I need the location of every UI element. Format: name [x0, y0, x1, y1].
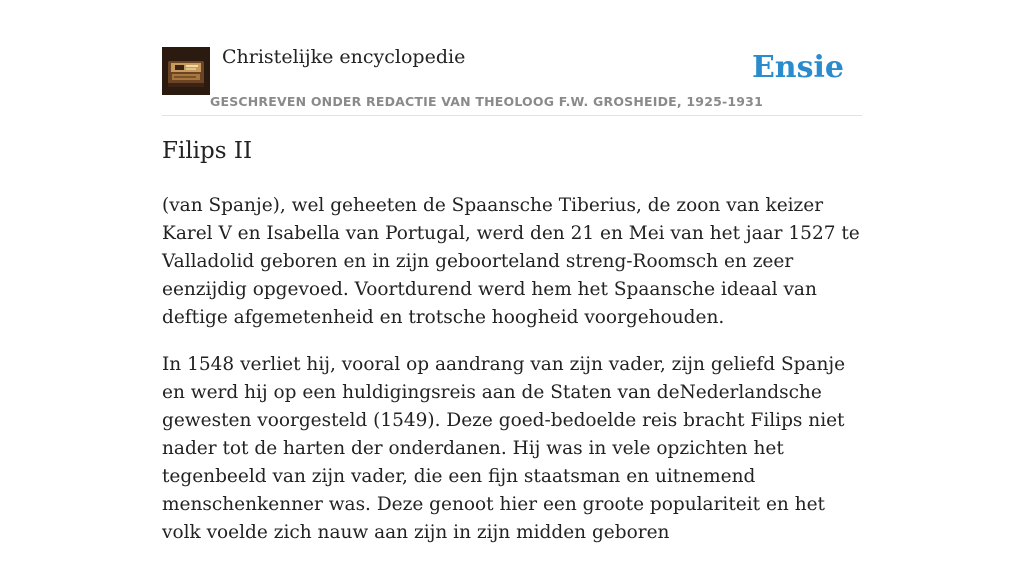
article-body — [162, 192, 864, 566]
site-subtitle: GESCHREVEN ONDER REDACTIE VAN THEOLOOG F.W. GROSHEIDE, 1925-1931 — [210, 94, 763, 109]
article-title: Filips II — [162, 138, 253, 164]
book-photo-avatar-icon — [162, 47, 210, 95]
article-paragraph: (van Spanje), wel geheeten de Spaansche Tiberius, de zoon van keizer Karel V en Isabella van Portugal, werd den 21 en Mei van het jaar 1527 te Valladolid geboren en in zijn geboorteland streng-Roomsch en zeer eenzijdig opgevoed. Voortdurend werd hem het Spaansche ideaal van deftige afgemetenheid en trotsche hoogheid voorgehouden. — [162, 195, 860, 328]
article-paragraph: In 1548 verliet hij, vooral op aandrang van zijn vader, zijn geliefd Spanje en werd hij op een huldigingsreis aan de Staten van deNederlandsche gewesten voorgesteld (1549). Deze goed-bedoelde reis bracht Filips niet nader tot de harten der onderdanen. Hij was in vele opzichten het tegenbeeld van zijn vader, die een fijn staatsman en uitnemend menschenkenner was. Deze genoot hier een groote populariteit en het volk voelde zich nauw aan zijn in zijn midden geboren — [162, 354, 846, 543]
site-title[interactable]: Christelijke encyclopedie — [222, 46, 466, 68]
avatar[interactable] — [162, 47, 210, 95]
brand-logo[interactable]: Ensie — [751, 50, 844, 85]
site-header — [162, 44, 862, 116]
